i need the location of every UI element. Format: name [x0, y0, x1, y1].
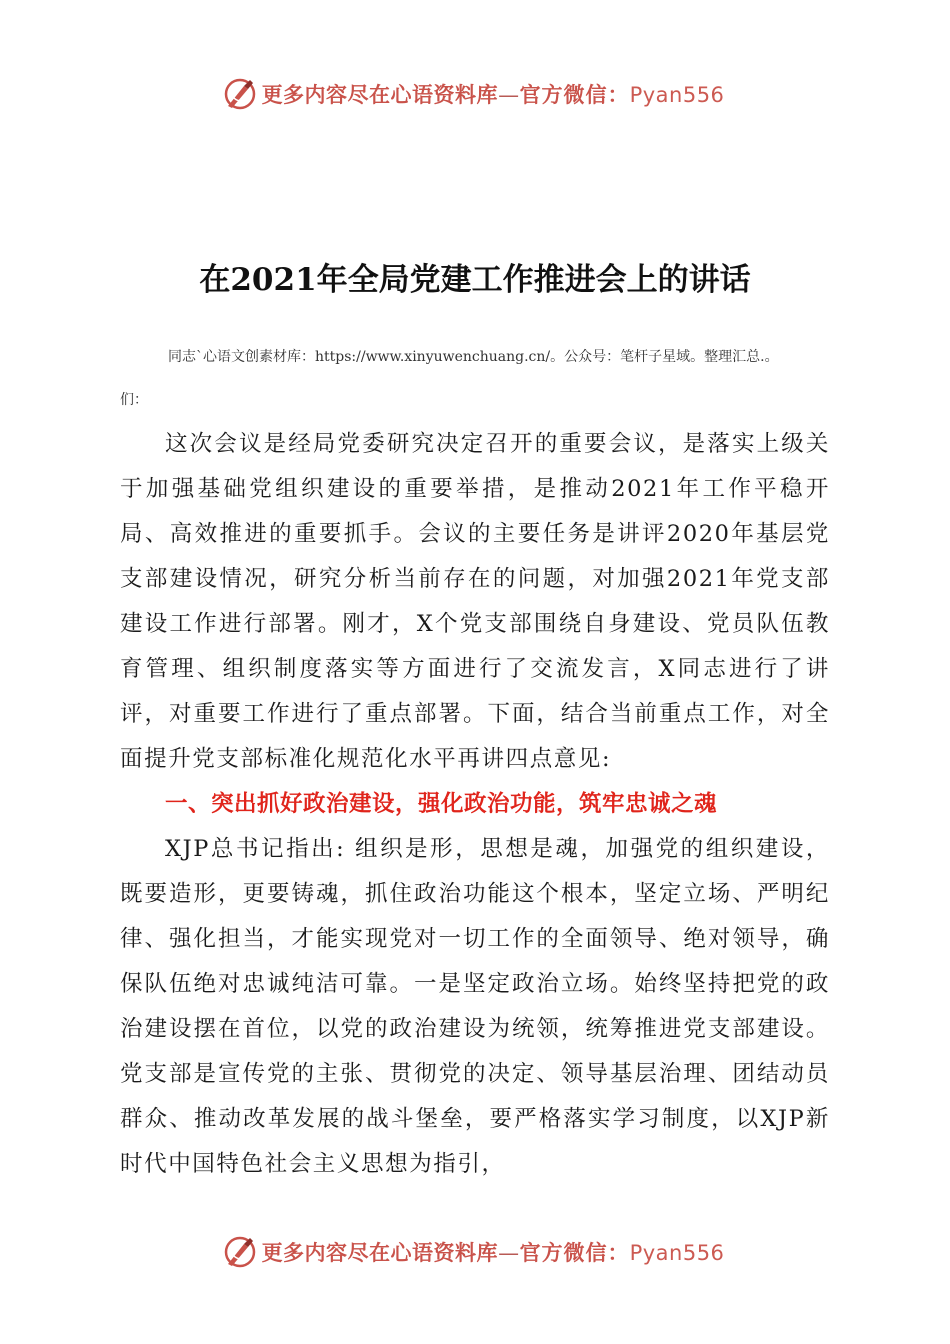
banner-wechat-id: Pyan556: [629, 1241, 725, 1265]
banner-content: [222, 76, 725, 112]
banner-content: [222, 1234, 725, 1270]
banner-slogan: 更多内容尽在心语资料库: [261, 1241, 499, 1265]
banner-text: [262, 79, 725, 109]
banner-wechat-id: Pyan556: [629, 83, 725, 107]
paragraph-intro: 这次会议是经局党委研究决定召开的重要会议，是落实上级关于加强基础党组织建设的重要举措，是推动2021年工作平稳开局、高效推进的重要抓手。会议的主要任务是讲评2020年基层党支部建设情况，研究分析当前存在的问题，对加强2021年党支部建设工作进行部署。刚才，X个党支部围绕自身建设、党员队伍教育管理、组织制度落实等方面进行了交流发言，X同志进行了讲评，对重要工作进行了重点部署。下面，结合当前重点工作，对全面提升党支部标准化规范化水平再讲四点意见:: [120, 431, 830, 772]
salutation: 们：: [120, 392, 148, 408]
section-heading-1: 一、突出抓好政治建设，强化政治功能，筑牢忠诚之魂: [165, 791, 718, 817]
banner-text: [262, 1237, 725, 1267]
source-note: 同志`心语文创素材库：https://www.xinyuwenchuang.cn/。公众号：笔杆子星域。整理汇总.。: [168, 349, 779, 365]
paragraph-section-1: XJP总书记指出: 组织是形，思想是魂，加强党的组织建设，既要造形，更要铸魂，抓住政治功能这个根本，坚定立场、严明纪律、强化担当，才能实现党对一切工作的全面领导、绝对领导，确保队伍绝对忠诚纯洁可靠。一是坚定政治立场。始终坚持把党的政治建设摆在首位，以党的政治建设为统领，统筹推进党支部建设。党支部是宣传党的主张、贯彻党的决定、领导基层治理、团结动员群众、推动改革发展的战斗堡垒，要严格落实学习制度，以XJP新时代中国特色社会主义思想为指引，: [120, 836, 830, 1177]
banner-wechat-label: 官方微信：: [519, 1241, 630, 1265]
banner-wechat-label: 官方微信：: [519, 83, 630, 107]
document-body: [120, 422, 830, 1187]
footer-banner: [0, 1232, 950, 1272]
pen-logo-icon: [222, 1234, 258, 1270]
banner-slogan: 更多内容尽在心语资料库: [261, 83, 499, 107]
document-title: 在2021年全局党建工作推进会上的讲话: [199, 262, 751, 298]
banner-dash: —: [498, 83, 520, 107]
pen-logo-icon: [222, 76, 258, 112]
header-banner: [0, 74, 950, 114]
banner-dash: —: [498, 1241, 520, 1265]
